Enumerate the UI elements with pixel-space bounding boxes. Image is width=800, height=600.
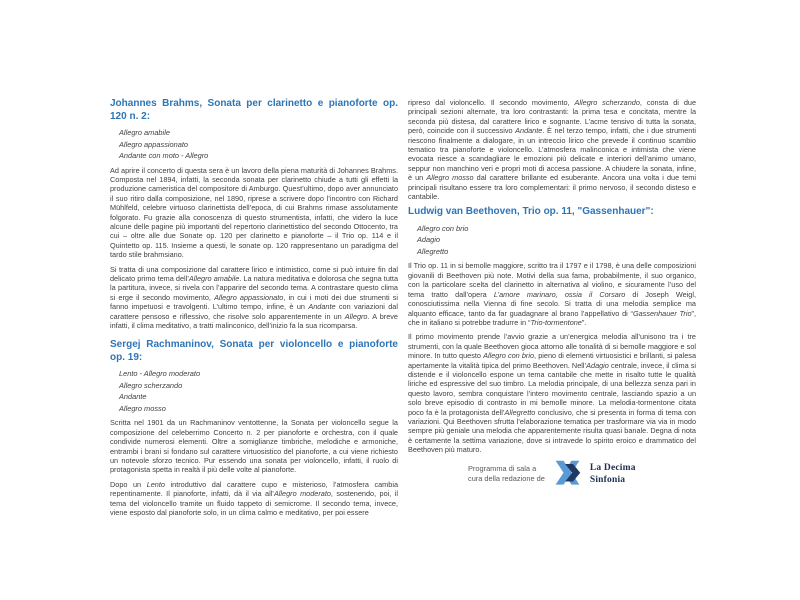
movement-item: Lento - Allegro moderato: [119, 369, 201, 379]
movement-list-brahms: [119, 127, 398, 162]
brand-line: La Decima: [589, 462, 636, 473]
movement-item: Andante: [119, 392, 147, 402]
brand-line: Sinfonia: [589, 474, 626, 485]
paragraph-beethoven-2: Il primo movimento prende l’avvio grazie a un’energica melodia all’unisono tra i tre strumenti, con la quale Beethoven gioca attorno alle tonalità di si bemolle maggiore e sol minore. In tutto questo Allegro con brio, pieno di elementi virtuosistici e brillanti, si palesa apertamente la vitalità tipica del primo Beethoven. Nell’Adagio centrale, invece, il clima si distende e il violoncello espone un tema cantabile che mette in risalto tutte le qualità liriche ed espressive del suo timbro. La melodia principale, di una bellezza senza pari in questo lavoro, sembra conquistare l’intero movimento centrale, lasciando spazio a un solo breve episodio di contrasto in mi bemolle minore. La melodia-tormentone citata poco fa è la protagonista dell’Allegretto conclusivo, che si presenta in forma di tema con variazioni. Qui Beethoven sfrutta l’elaborazione tematica per trasformare via via in modo sempre più geniale una melodia che apparentemente risulta quasi banale. Degna di nota è certamente la settima variazione, dove si intravede lo spirito eroico e drammatico del Beethoven più maturo.: [408, 332, 696, 455]
paragraph-brahms-1: Ad aprire il concerto di questa sera è un lavoro della piena maturità di Johannes Brahms. Composta nel 1894, infatti, la seconda sonata per clarinetto chiude a tutti gli effetti la produzione cameristica del compositore di Amburgo. Quest’ultimo, dopo aver annunciato il suo ritiro dalla composizione, nel 1890, riprese a scrivere dopo l’incontro con Richard Mühlfeld, celebre virtuoso clarinettista dell’epoca, di cui Brahms rimase assolutamente folgorato. Fu grazie alla conoscenza di questo strumentista, infatti, che videro la luce alcune delle pagine più importanti del repertorio clarinettistico del secondo Ottocento, tra cui – oltre alle due Sonate op. 120 per clarinetto e pianoforte – il Trio op. 114 e il Quintetto op. 115. Insieme a questi, le sonate op. 120 rappresentano un paradigma del tardo stile brahmsiano.: [110, 165, 398, 260]
movement-item: Allegretto: [417, 246, 449, 256]
section-brahms: [110, 98, 398, 330]
movement-item: Allegro amabile: [119, 128, 170, 137]
section-heading-rachmaninov: Sergej Rachmaninov, Sonata per violoncello e pianoforte op. 19:: [110, 339, 398, 363]
movement-list-rachmaninov: [119, 368, 398, 414]
paragraph-rachmaninov-continuation: ripreso dal violoncello. Il secondo movimento, Allegro scherzando, consta di due principali sezioni alternate, tra loro contrastanti: la prima tesa e concitata, mentre la seconda più distesa, dal carattere lirico e sognante. L’acme tensivo di tutta la sonata, però, coincide con il successivo Andante. È nel terzo tempo, infatti, che i due strumenti riescono finalmente a dialogare, in un intreccio lirico che prevede il continuo scambio tematico tra pianoforte e violoncello. L’atmosfera malinconica e intimista che viene evocata riesce a scandagliare le emozioni più delicate e interiori dell’animo umano, seppur non manchino veri e propri moti di accesa passione. A chiudere la sonata, infine, è un Allegro mosso dal carattere brillante ed esuberante. Ancora una volta i due temi principali risultano essere tra loro complementari: il primo nervoso, il secondo disteso e cantabile.: [408, 98, 697, 202]
paragraph-rachmaninov-1: Scritta nel 1901 da un Rachmaninov ventottenne, la Sonata per violoncello segue la composizione del celeberrimo Concerto n. 2 per pianoforte e orchestra, con il quale condivide numerosi elementi. Oltre a somiglianze timbriche, melodiche e armoniche, entrambi i brani si fondano sul carattere virtuosistico del pianoforte, a cui viene richiesto un notevole sforzo tecnico. Pur essendo una sonata per violoncello, infatti, il ruolo di protagonista spetta in realtà il più delle volte al pianoforte.: [110, 418, 398, 475]
credit-line: cura della redazione de: [468, 473, 545, 483]
paragraph-beethoven-1: Il Trio op. 11 in si bemolle maggiore, scritto tra il 1797 e il 1798, è una delle composizioni giovanili di Beethoven più note. Motivi della sua fama, probabilmente, il suo organico, con la particolare scelta del clarinetto in alternativa al violino, e sicuramente l’uso del tema tratto dall’opera L’amore marinaro, ossia il Corsaro di Joseph Weigl, conosciutissima nella Vienna di fine secolo. Si tratta di una melodia semplice ma alquanto efficace, tanto da far guadagnare al brano l’appellativo di “Gassenhauer Trio”, che in italiano si potrebbe tradurre in “Trio-tormentone”.: [408, 261, 697, 327]
section-heading-beethoven: Ludwig van Beethoven, Trio op. 11, "Gassenhauer":: [408, 206, 654, 218]
movement-item: Allegro scherzando: [119, 380, 183, 390]
movement-item: Adagio: [417, 235, 441, 245]
la-decima-sinfonia-logo-icon: [554, 459, 581, 488]
movement-list-beethoven: [417, 223, 696, 258]
credit-text: [468, 464, 545, 483]
movement-item: Andante con moto - Allegro: [119, 151, 209, 160]
section-rachmaninov: [110, 339, 398, 517]
credit-line: Programma di sala a: [468, 464, 537, 473]
paragraph-brahms-2: Si tratta di una composizione dal carattere lirico e intimistico, come si può intuire fin dal delicato primo tema dell’Allegro amabile. La natura meditativa e dolorosa che segna tutta la partitura, invece, si rivela con l’apparire del secondo tema. A contrastare questo clima si erge il secondo movimento, Allegro appassionato, in cui i moti dei due strumenti si fanno impetuosi e travolgenti. L’ultimo tempo, infine, è un Andante con variazioni dal carattere pensoso e riflessivo, che risolve solo apparentemente in un Allegro. A breve infatti, il clima meditativo, a tratti malinconico, dell’inizio fa la sua ricomparsa.: [110, 264, 399, 330]
paragraph-rachmaninov-2: Dopo un Lento introduttivo dal carattere cupo e misterioso, l’atmosfera cambia repentinamente. Il pianoforte, infatti, dà il via all’Allegro moderato, sostenendo, poi, il tema del violoncello tramite un fluido tappeto di semicrome. Il secondo tema, invece, viene esposto dal pianoforte solo, in un clima calmo e meditativo, per poi essere: [110, 479, 399, 518]
brand-name: [590, 462, 636, 486]
movement-item: Allegro appassionato: [119, 139, 189, 149]
section-beethoven: [408, 206, 696, 454]
movement-item: Allegro con brio: [417, 223, 469, 233]
publisher-credit: [468, 459, 636, 488]
movement-item: Allegro mosso: [119, 403, 166, 413]
right-column: [408, 98, 696, 517]
program-content: [110, 98, 696, 517]
left-column: [110, 98, 398, 517]
section-heading-brahms: Johannes Brahms, Sonata per clarinetto e pianoforte op. 120 n. 2:: [110, 98, 398, 122]
